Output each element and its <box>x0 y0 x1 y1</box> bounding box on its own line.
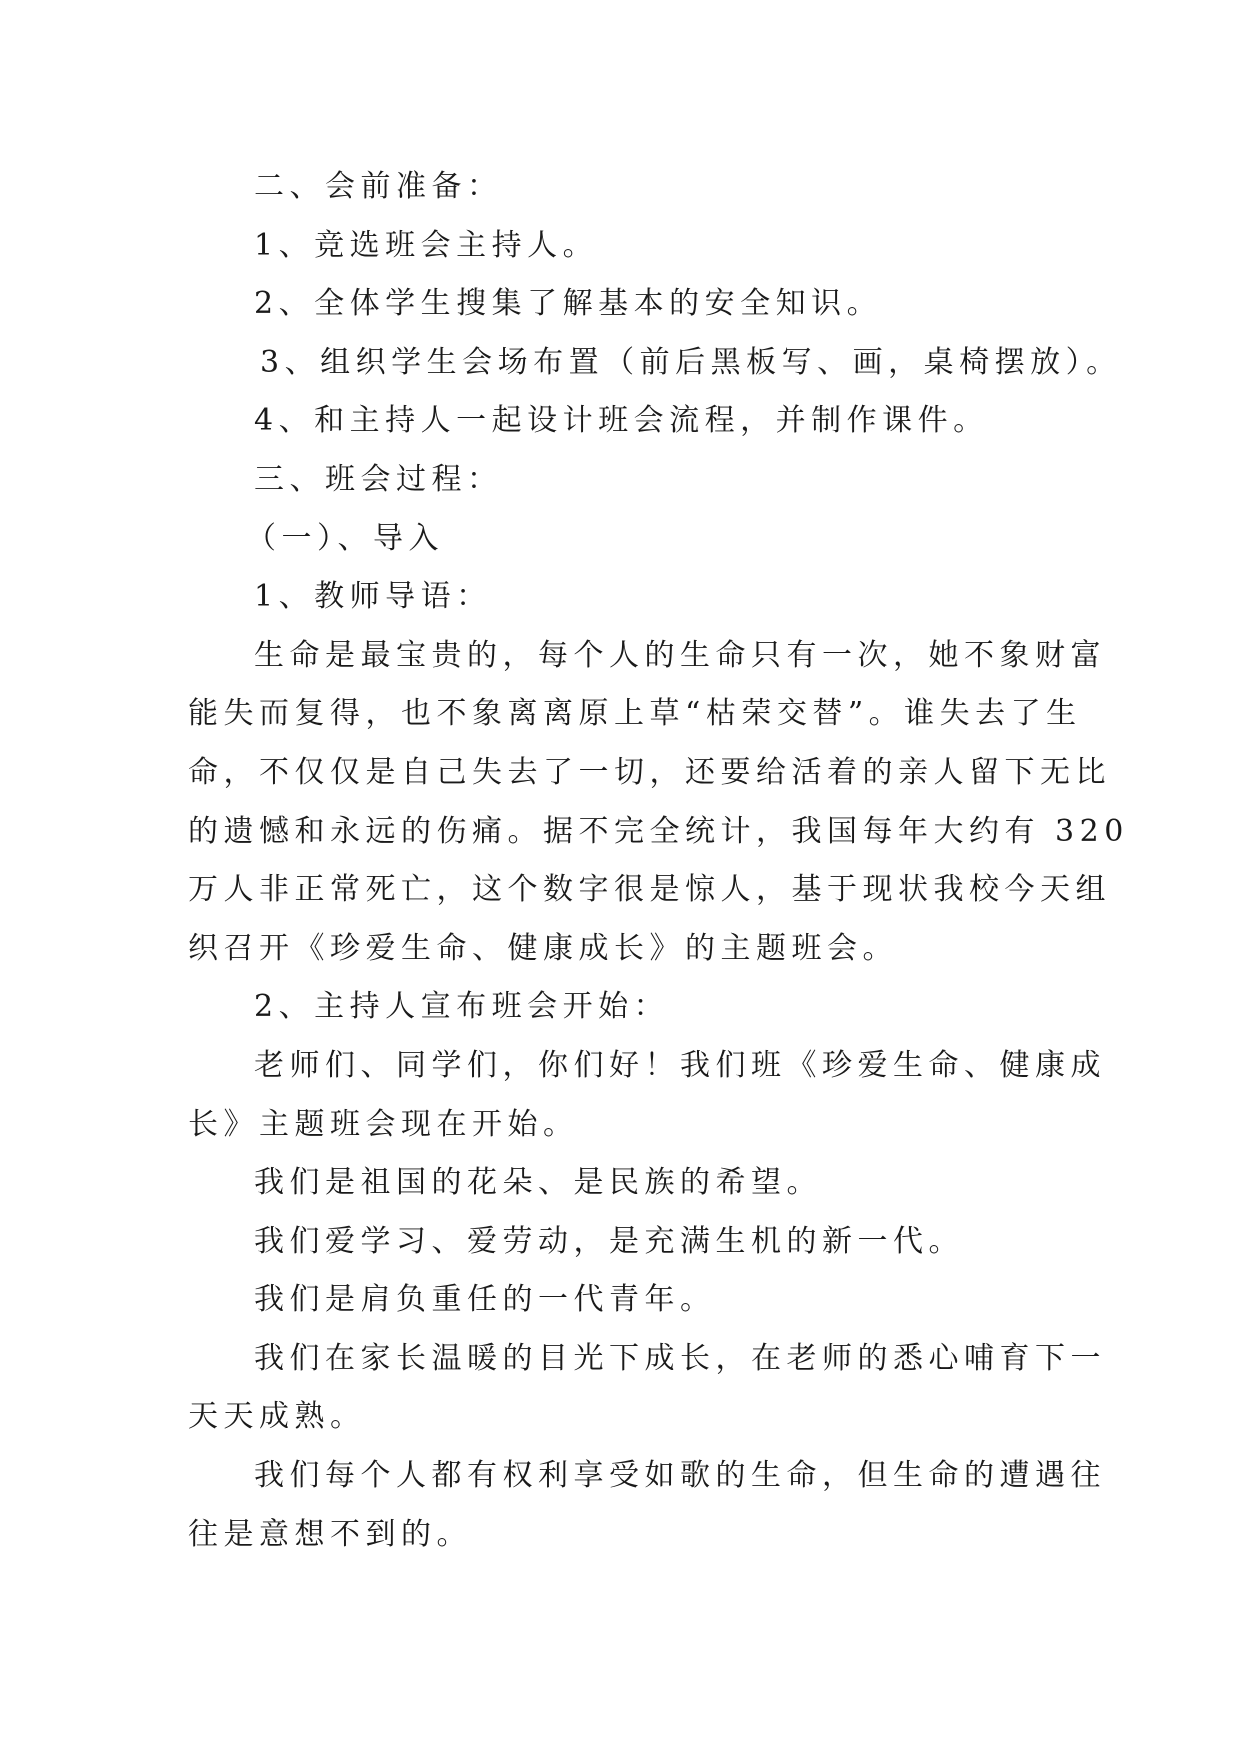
paragraph-line: 能失而复得，也不象离离原上草“枯荣交替”。谁失去了生 <box>188 696 1082 732</box>
list-item-2: 2、全体学生搜集了解基本的安全知识。 <box>254 286 883 322</box>
paragraph-line: 天天成熟。 <box>188 1399 366 1435</box>
paragraph-line: 我们是祖国的花朵、是民族的希望。 <box>254 1165 822 1201</box>
paragraph-line: 长》主题班会现在开始。 <box>188 1106 579 1142</box>
paragraph-line: 往是意想不到的。 <box>188 1516 472 1552</box>
item-teacher-intro: 1、教师导语： <box>254 579 492 615</box>
paragraph-line: 老师们、同学们，你们好！我们班《珍爱生命、健康成 <box>254 1047 1106 1083</box>
item-host-announces: 2、主持人宣布班会开始： <box>254 989 670 1025</box>
subheading-introduction: （一）、导入 <box>246 520 444 556</box>
paragraph-line: 我们每个人都有权利享受如歌的生命，但生命的遭遇往 <box>254 1458 1106 1494</box>
paragraph-line: 我们在家长温暖的目光下成长，在老师的悉心哺育下一 <box>254 1340 1106 1376</box>
paragraph-line: 命，不仅仅是自己失去了一切，还要给活着的亲人留下无比 <box>188 754 1111 790</box>
list-item-1: 1、竞选班会主持人。 <box>254 227 599 263</box>
paragraph-line: 我们是肩负重任的一代青年。 <box>254 1282 716 1318</box>
list-item-3: 3、组织学生会场布置（前后黑板写、画，桌椅摆放）。 <box>260 344 1122 380</box>
paragraph-line: 生命是最宝贵的，每个人的生命只有一次，她不象财富 <box>254 637 1106 673</box>
list-item-4: 4、和主持人一起设计班会流程，并制作课件。 <box>254 403 989 439</box>
paragraph-line: 织召开《珍爱生命、健康成长》的主题班会。 <box>188 930 898 966</box>
document-body <box>188 158 1129 1564</box>
paragraph-line: 的遗憾和永远的伤痛。据不完全统计，我国每年大约有 320 <box>188 813 1129 849</box>
heading-pre-meeting-preparation: 二、会前准备： <box>254 169 503 204</box>
paragraph-line: 万人非正常死亡，这个数字很是惊人，基于现状我校今天组 <box>188 872 1111 908</box>
heading-meeting-process: 三、班会过程： <box>254 461 503 497</box>
paragraph-line: 我们爱学习、爱劳动，是充满生机的新一代。 <box>254 1223 964 1259</box>
